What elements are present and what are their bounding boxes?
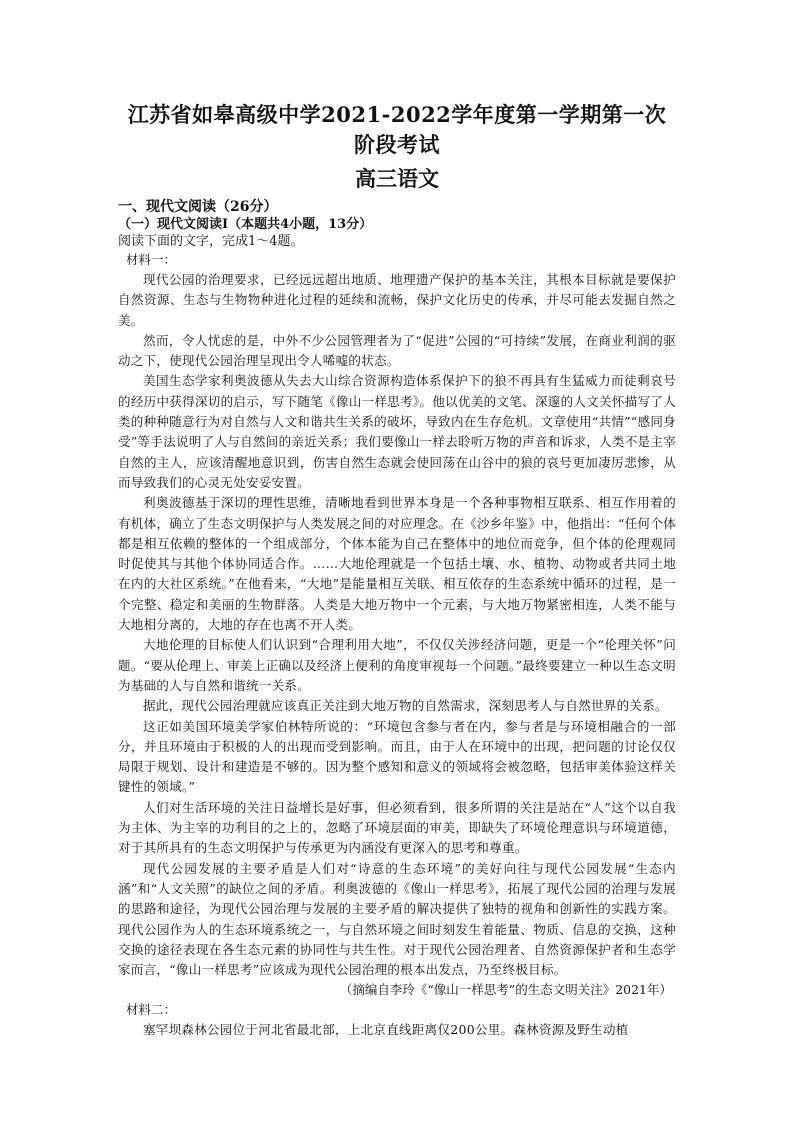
material-1-paragraph: 现代公园发展的主要矛盾是人们对“诗意的生态环境”的美好向往与现代公园发展“生态内涵”和“人文关照”的缺位之间的矛盾。利奥波德的《像山一样思考》，拓展了现代公园的治理与发展的思路和途径，为现代公园治理与发展的主要矛盾的解决提供了独特的视角和创新性的实践方案。现代公园作为人的生态环境系统之一，与自然环境之间时刻发生着能量、物质、信息的交换，这种交换的途径表现在各生态元素的协同性与共生性。对于现代公园治理者、自然资源保护者和生态学家而言，“像山一样思考”应该成为现代公园治理的根本出发点，乃至终极目标。 [118,860,676,978]
section-heading: 一、现代文阅读（26分） [118,199,278,215]
subsection-heading: （一）现代文阅读Ⅰ（本题共4小题，13分） [118,217,373,232]
material-1-paragraph: 据此，现代公园治理就应该真正关注到大地万物的自然需求，深刻思考人与自然世界的关系。 [143,698,668,714]
material-1-paragraph: 现代公园的治理要求，已经远远超出地质、地理遗产保护的基本关注，其根本目标就是要保护自然资源、生态与生物物种进化过程的延续和流畅，保护文化历史的传承，并尽可能去发掘自然之美。 [118,272,676,328]
material-1-label: 材料一： [126,252,177,267]
exam-subject: 高三语文 [355,166,439,191]
material-1-paragraph: 利奥波德基于深切的理性思维，清晰地看到世界本身是一个各种事物相互联系、相互作用着的有机体，确立了生态文明保护与人类发展之间的对应理念。在《沙乡年鉴》中，他指出：“任何个体都是相互依赖的整体的一个组成部分，个体本能为自己在整体中的地位而竞争，但个体的伦理观同时促使其与其他个体协同适合作。……大地伦理就是一个包括土壤、水、植物、动物或者共同土地在内的大社区系统。”在他看来，“大地”是能量相互关联、相互依存的生态系统中循环的过程，是一个完整、稳定和美丽的生物群落。人类是大地万物中一个元素，与大地万物紧密相连，人类不能与大地相分离的，大地的存在也离不开人类。 [118,495,676,633]
material-1-paragraph: 这正如美国环境美学家伯林特所说的：“环境包含参与者在内，参与者是与环境相融合的一部分，并且环境由于积极的人的出现而受到影响。而且，由于人在环境中的出现，把问题的讨论仅仅局限于规划、设计和建造是不够的。因为整个感知和意义的领域将会被忽略，包括审美体验这样关键性的领域。” [118,718,676,795]
material-2-label: 材料二： [126,1002,177,1018]
material-1-source: （摘编自李玲《“像山一样思考”的生态文明关注》2021年） [339,982,672,998]
material-1-paragraph: 人们对生活环境的关注日益增长是好事，但必须看到，很多所谓的关注是站在“人”这个以自我为主体、为主宰的功利目的之上的，忽略了环境层面的审美，即缺失了环境伦理意识与环境道德，对于其所具有的生态文明保护与传承更为内涵没有更深入的思考和尊重。 [118,799,676,856]
material-1-paragraph: 然而，令人忧虑的是，中外不少公园管理者为了“促进”公园的“可持续”发展，在商业利润的驱动之下，使现代公园治理呈现出令人唏嘘的状态。 [118,332,676,369]
material-2-paragraph: 塞罕坝森林公园位于河北省最北部，上北京直线距离仅200公里。森林资源及野生动植 [143,1022,629,1038]
reading-instruction: 阅读下面的文字，完成1～4题。 [118,234,304,249]
material-1-paragraph: 大地伦理的目标使人们认识到“合理利用大地”，不仅仅关涉经济问题，更是一个“伦理关怀”问题。“要从伦理上、审美上正确以及经济上便利的角度审视每一个问题。”最终要建立一种以生态文明为基础的人与自然和谐统一关系。 [118,637,676,693]
material-1-paragraph: 美国生态学家利奥波德从失去大山综合资源构造体系保护下的狼不再具有生猛威力而徒剩哀号的经历中获得深切的启示，写下随笔《像山一样思考》。他以优美的文笔、深邃的人文关怀描写了人类的种种随意行为对自然与人文和谐共生关系的破坏，导致内在生存危机。文章使用“共情”“感同身受”等手法说明了人与自然间的亲近关系；我们要像山一样去聆听万物的声音和诉求，人类不是主宰自然的主人，应该清醒地意识到，伤害自然生态就会使回荡在山谷中的狼的哀号更加凄厉悲惨，从而导致我们的心灵无处安妥安置。 [118,373,676,490]
exam-title: 江苏省如皋高级中学2021-2022学年度第一学期第一次阶段考试 [127,102,667,157]
